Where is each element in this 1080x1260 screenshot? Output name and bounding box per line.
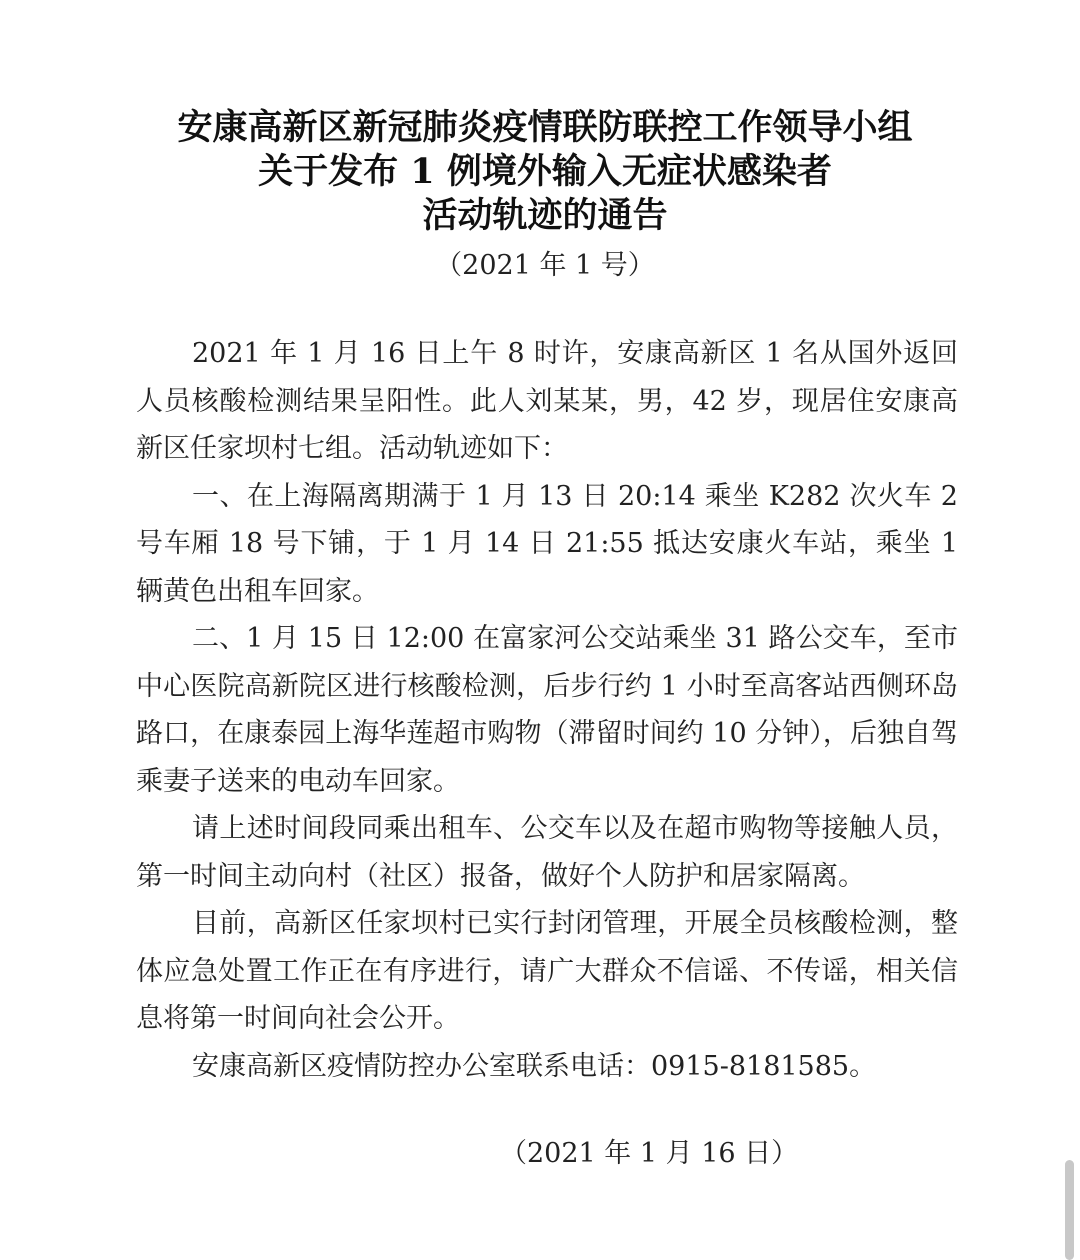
paragraph-track-1: 一、在上海隔离期满于 1 月 13 日 20:14 乘坐 K282 次火车 2 号车厢 18 号下铺，于 1 月 14 日 21:55 抵达安康火车站，乘坐 1 辆黄色出租车回家。 <box>136 480 958 607</box>
scrollbar-thumb[interactable] <box>1065 1160 1074 1260</box>
paragraph-status: 目前，高新区任家坝村已实行封闭管理，开展全员核酸检测，整体应急处置工作正在有序进行，请广大群众不信谣、不传谣，相关信息将第一时间向社会公开。 <box>136 908 958 1034</box>
paragraph-intro: 2021 年 1 月 16 日上午 8 时许，安康高新区 1 名从国外返回人员核酸检测结果呈阳性。此人刘某某，男，42 岁，现居住安康高新区任家坝村七组。活动轨迹如下： <box>136 338 958 464</box>
title-line-2: 关于发布 1 例境外输入无症状感染者 <box>258 151 832 192</box>
scrollbar[interactable] <box>1064 1160 1074 1260</box>
document-body <box>136 330 958 1090</box>
document-date: （2021 年 1 月 16 日） <box>500 1138 799 1169</box>
paragraph-track-2: 二、1 月 15 日 12:00 在富家河公交站乘坐 31 路公交车，至市中心医院高新院区进行核酸检测，后步行约 1 小时至高客站西侧环岛路口，在康泰园上海华莲超市购物（滞留时间约 10 分钟），后独自驾乘妻子送来的电动车回家。 <box>136 623 958 797</box>
document-title <box>0 106 1080 286</box>
title-line-1: 安康高新区新冠肺炎疫情联防联控工作领导小组 <box>177 107 913 148</box>
document-number: （2021 年 1 号） <box>435 250 655 281</box>
title-line-3: 活动轨迹的通告 <box>422 195 668 236</box>
paragraph-contact: 安康高新区疫情防控办公室联系电话：0915-8181585。 <box>192 1050 877 1082</box>
paragraph-notice: 请上述时间段同乘出租车、公交车以及在超市购物等接触人员，第一时间主动向村（社区）报备，做好个人防护和居家隔离。 <box>136 813 958 892</box>
